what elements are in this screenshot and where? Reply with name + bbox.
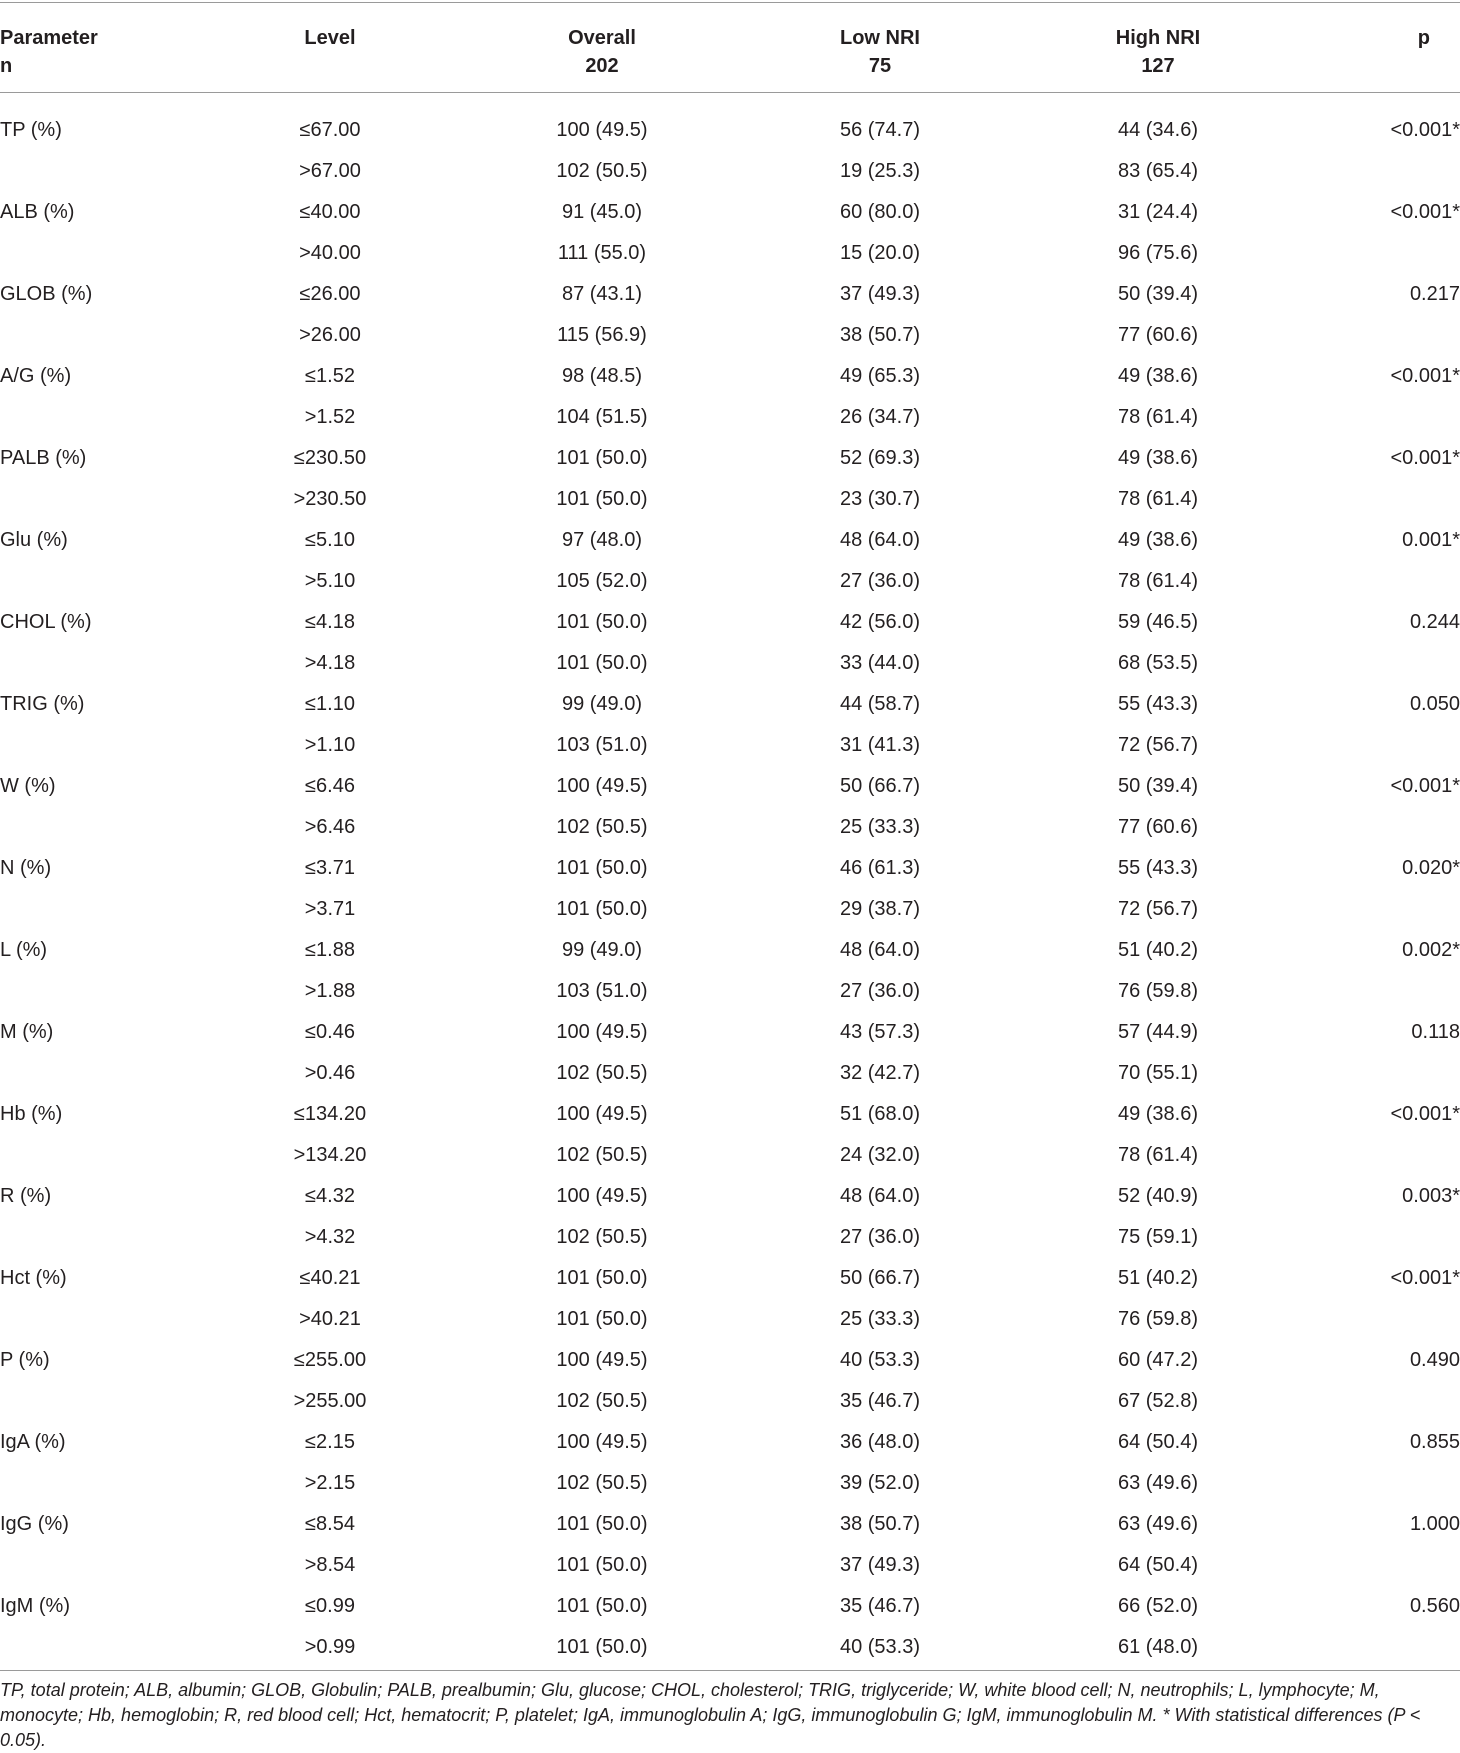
cell-parameter: W (%) bbox=[0, 775, 56, 797]
table-row bbox=[0, 971, 1460, 1012]
cell-high-nri: 76 (59.8) bbox=[1117, 1308, 1199, 1330]
cell-p-value bbox=[1320, 889, 1460, 930]
table-row bbox=[0, 1381, 1460, 1422]
table-row bbox=[0, 151, 1460, 192]
cell-overall: 102 (50.5) bbox=[556, 1062, 648, 1084]
cell-low-nri: 60 (80.0) bbox=[839, 201, 921, 223]
cell-low-nri: 32 (42.7) bbox=[839, 1062, 921, 1084]
cell-low-nri: 46 (61.3) bbox=[839, 857, 921, 879]
table-row bbox=[0, 110, 1460, 151]
cell-overall: 101 (50.0) bbox=[556, 1595, 648, 1617]
table-row bbox=[0, 1217, 1460, 1258]
cell-overall: 98 (48.5) bbox=[561, 365, 643, 387]
cell-low-nri: 29 (38.7) bbox=[839, 898, 921, 920]
cell-low-nri: 37 (49.3) bbox=[839, 283, 921, 305]
cell-overall: 103 (51.0) bbox=[556, 734, 648, 756]
cell-high-nri: 51 (40.2) bbox=[1117, 1267, 1199, 1289]
cell-p-value: 0.217 bbox=[1409, 283, 1460, 305]
cell-level: >5.10 bbox=[304, 570, 356, 592]
cell-p-value: 0.050 bbox=[1409, 693, 1460, 715]
cell-high-nri: 59 (46.5) bbox=[1117, 611, 1199, 633]
table-row bbox=[0, 1135, 1460, 1176]
cell-overall: 101 (50.0) bbox=[556, 652, 648, 674]
cell-level: >40.21 bbox=[299, 1308, 361, 1330]
cell-high-nri: 44 (34.6) bbox=[1117, 119, 1199, 141]
cell-overall: 100 (49.5) bbox=[556, 775, 648, 797]
cell-level: >4.18 bbox=[304, 652, 356, 674]
cell-level: >2.15 bbox=[304, 1472, 356, 1494]
cell-p-value: <0.001* bbox=[1390, 201, 1460, 223]
cell-high-nri: 63 (49.6) bbox=[1117, 1513, 1199, 1535]
cell-p-value: 0.001* bbox=[1402, 529, 1460, 551]
header-n-label: n bbox=[0, 55, 13, 77]
cell-level: >255.00 bbox=[293, 1390, 367, 1412]
cell-low-nri: 35 (46.7) bbox=[839, 1595, 921, 1617]
cell-level: ≤134.20 bbox=[293, 1103, 367, 1125]
cell-high-nri: 78 (61.4) bbox=[1117, 406, 1199, 428]
table-row bbox=[0, 438, 1460, 479]
cell-high-nri: 49 (38.6) bbox=[1117, 1103, 1199, 1125]
cell-low-nri: 40 (53.3) bbox=[839, 1349, 921, 1371]
cell-parameter: A/G (%) bbox=[0, 365, 72, 387]
cell-low-nri: 56 (74.7) bbox=[839, 119, 921, 141]
cell-high-nri: 96 (75.6) bbox=[1117, 242, 1199, 264]
table-row bbox=[0, 1340, 1460, 1381]
cell-overall: 99 (49.0) bbox=[561, 693, 643, 715]
cell-high-nri: 77 (60.6) bbox=[1117, 324, 1199, 346]
cell-p-value: <0.001* bbox=[1390, 775, 1460, 797]
cell-level: >40.00 bbox=[299, 242, 361, 264]
cell-p-value bbox=[1320, 1299, 1460, 1340]
cell-low-nri: 27 (36.0) bbox=[839, 1226, 921, 1248]
cell-low-nri: 19 (25.3) bbox=[839, 160, 921, 182]
table-row bbox=[0, 1504, 1460, 1545]
cell-low-nri: 52 (69.3) bbox=[839, 447, 921, 469]
cell-low-nri: 24 (32.0) bbox=[839, 1144, 921, 1166]
table-row bbox=[0, 561, 1460, 602]
cell-level: ≤5.10 bbox=[305, 529, 355, 551]
cell-overall: 100 (49.5) bbox=[556, 1185, 648, 1207]
table-header-rule bbox=[0, 92, 1460, 93]
cell-overall: 102 (50.5) bbox=[556, 1390, 648, 1412]
table-row bbox=[0, 848, 1460, 889]
cell-high-nri: 76 (59.8) bbox=[1117, 980, 1199, 1002]
header-low-nri-n: 75 bbox=[868, 55, 892, 77]
cell-overall: 99 (49.0) bbox=[561, 939, 643, 961]
cell-parameter: PALB (%) bbox=[0, 447, 87, 469]
cell-low-nri: 27 (36.0) bbox=[839, 980, 921, 1002]
cell-low-nri: 25 (33.3) bbox=[839, 816, 921, 838]
cell-parameter: TRIG (%) bbox=[0, 693, 85, 715]
cell-high-nri: 49 (38.6) bbox=[1117, 365, 1199, 387]
cell-low-nri: 38 (50.7) bbox=[839, 1513, 921, 1535]
table-row bbox=[0, 397, 1460, 438]
cell-p-value bbox=[1320, 1135, 1460, 1176]
table-row bbox=[0, 766, 1460, 807]
cell-high-nri: 52 (40.9) bbox=[1117, 1185, 1199, 1207]
cell-low-nri: 43 (57.3) bbox=[839, 1021, 921, 1043]
cell-p-value bbox=[1320, 725, 1460, 766]
table-bottom-rule bbox=[0, 1670, 1460, 1671]
cell-p-value bbox=[1320, 1463, 1460, 1504]
cell-high-nri: 51 (40.2) bbox=[1117, 939, 1199, 961]
header-level bbox=[230, 24, 430, 52]
cell-high-nri: 55 (43.3) bbox=[1117, 693, 1199, 715]
cell-parameter: L (%) bbox=[0, 939, 48, 961]
cell-low-nri: 48 (64.0) bbox=[839, 529, 921, 551]
cell-overall: 101 (50.0) bbox=[556, 1308, 648, 1330]
cell-p-value bbox=[1320, 233, 1460, 274]
cell-parameter: ALB (%) bbox=[0, 201, 75, 223]
cell-level: >230.50 bbox=[293, 488, 367, 510]
cell-low-nri: 36 (48.0) bbox=[839, 1431, 921, 1453]
cell-overall: 100 (49.5) bbox=[556, 1431, 648, 1453]
cell-p-value bbox=[1320, 1053, 1460, 1094]
cell-parameter: IgG (%) bbox=[0, 1513, 69, 1535]
cell-overall: 101 (50.0) bbox=[556, 488, 648, 510]
cell-overall: 101 (50.0) bbox=[556, 1636, 648, 1658]
cell-p-value: 0.003* bbox=[1402, 1185, 1460, 1207]
cell-p-value bbox=[1320, 1545, 1460, 1586]
cell-high-nri: 70 (55.1) bbox=[1117, 1062, 1199, 1084]
cell-level: ≤0.99 bbox=[305, 1595, 355, 1617]
table-row bbox=[0, 315, 1460, 356]
cell-level: >1.88 bbox=[304, 980, 356, 1002]
header-high-nri bbox=[1058, 24, 1258, 80]
cell-high-nri: 67 (52.8) bbox=[1117, 1390, 1199, 1412]
cell-overall: 97 (48.0) bbox=[561, 529, 643, 551]
table-row bbox=[0, 1012, 1460, 1053]
table-footnote: TP, total protein; ALB, albumin; GLOB, Globulin; PALB, prealbumin; Glu, glucose; CHOL, cholesterol; TRIG, triglyceride; W, white blood cell; N, neutrophils; L, lymphocyte; M, monocyte; Hb, hemoglobin; R, red blood cell; Hct, hematocrit; P, platelet; IgA, immunoglobulin A; IgG, immunoglobulin G; IgM, immunoglobulin M. * With statistical differences (P < 0.05). bbox=[0, 1680, 1421, 1750]
cell-level: ≤1.52 bbox=[305, 365, 355, 387]
cell-parameter: P (%) bbox=[0, 1349, 50, 1371]
table-row bbox=[0, 1545, 1460, 1586]
cell-p-value bbox=[1320, 1627, 1460, 1668]
cell-level: >1.10 bbox=[304, 734, 356, 756]
cell-level: ≤26.00 bbox=[299, 283, 361, 305]
cell-overall: 101 (50.0) bbox=[556, 857, 648, 879]
table-row bbox=[0, 192, 1460, 233]
table-top-rule bbox=[0, 2, 1460, 3]
cell-high-nri: 77 (60.6) bbox=[1117, 816, 1199, 838]
table-row bbox=[0, 1422, 1460, 1463]
header-p bbox=[1320, 24, 1430, 52]
cell-parameter: M (%) bbox=[0, 1021, 54, 1043]
cell-low-nri: 33 (44.0) bbox=[839, 652, 921, 674]
header-p-label: p bbox=[1417, 27, 1430, 49]
cell-low-nri: 37 (49.3) bbox=[839, 1554, 921, 1576]
cell-overall: 100 (49.5) bbox=[556, 1021, 648, 1043]
cell-overall: 104 (51.5) bbox=[556, 406, 648, 428]
cell-high-nri: 66 (52.0) bbox=[1117, 1595, 1199, 1617]
cell-level: ≤3.71 bbox=[305, 857, 355, 879]
cell-level: >3.71 bbox=[304, 898, 356, 920]
header-low-nri-label: Low NRI bbox=[840, 27, 920, 49]
cell-overall: 111 (55.0) bbox=[557, 242, 647, 264]
cell-low-nri: 38 (50.7) bbox=[839, 324, 921, 346]
cell-p-value bbox=[1320, 1217, 1460, 1258]
cell-level: >1.52 bbox=[304, 406, 356, 428]
cell-overall: 101 (50.0) bbox=[556, 898, 648, 920]
cell-p-value: 0.002* bbox=[1402, 939, 1460, 961]
cell-p-value: <0.001* bbox=[1390, 365, 1460, 387]
cell-high-nri: 57 (44.9) bbox=[1117, 1021, 1199, 1043]
cell-high-nri: 50 (39.4) bbox=[1117, 775, 1199, 797]
cell-parameter: R (%) bbox=[0, 1185, 52, 1207]
table-row bbox=[0, 807, 1460, 848]
cell-low-nri: 44 (58.7) bbox=[839, 693, 921, 715]
cell-low-nri: 48 (64.0) bbox=[839, 1185, 921, 1207]
header-parameter bbox=[0, 24, 98, 80]
cell-level: >8.54 bbox=[304, 1554, 356, 1576]
cell-high-nri: 78 (61.4) bbox=[1117, 488, 1199, 510]
cell-low-nri: 25 (33.3) bbox=[839, 1308, 921, 1330]
cell-parameter: N (%) bbox=[0, 857, 52, 879]
cell-overall: 87 (43.1) bbox=[561, 283, 643, 305]
table-row bbox=[0, 1094, 1460, 1135]
cell-level: ≤2.15 bbox=[305, 1431, 355, 1453]
cell-p-value bbox=[1320, 643, 1460, 684]
cell-low-nri: 26 (34.7) bbox=[839, 406, 921, 428]
cell-high-nri: 49 (38.6) bbox=[1117, 529, 1199, 551]
cell-p-value bbox=[1320, 807, 1460, 848]
cell-p-value: <0.001* bbox=[1390, 1267, 1460, 1289]
cell-level: >6.46 bbox=[304, 816, 356, 838]
cell-p-value bbox=[1320, 971, 1460, 1012]
cell-low-nri: 48 (64.0) bbox=[839, 939, 921, 961]
table-row bbox=[0, 1299, 1460, 1340]
cell-p-value: 0.560 bbox=[1409, 1595, 1460, 1617]
cell-high-nri: 72 (56.7) bbox=[1117, 898, 1199, 920]
cell-low-nri: 42 (56.0) bbox=[839, 611, 921, 633]
table-row bbox=[0, 479, 1460, 520]
cell-level: ≤255.00 bbox=[293, 1349, 367, 1371]
table-row bbox=[0, 274, 1460, 315]
cell-p-value: 0.855 bbox=[1409, 1431, 1460, 1453]
cell-level: ≤4.18 bbox=[305, 611, 355, 633]
cell-p-value bbox=[1320, 151, 1460, 192]
cell-overall: 101 (50.0) bbox=[556, 1267, 648, 1289]
cell-parameter: GLOB (%) bbox=[0, 283, 93, 305]
cell-high-nri: 49 (38.6) bbox=[1117, 447, 1199, 469]
cell-low-nri: 49 (65.3) bbox=[839, 365, 921, 387]
cell-parameter: CHOL (%) bbox=[0, 611, 92, 633]
cell-level: ≤4.32 bbox=[305, 1185, 355, 1207]
cell-high-nri: 83 (65.4) bbox=[1117, 160, 1199, 182]
cell-level: ≤67.00 bbox=[299, 119, 361, 141]
header-overall-label: Overall bbox=[568, 27, 636, 49]
cell-level: ≤230.50 bbox=[293, 447, 367, 469]
cell-high-nri: 68 (53.5) bbox=[1117, 652, 1199, 674]
cell-overall: 102 (50.5) bbox=[556, 1144, 648, 1166]
table-row bbox=[0, 725, 1460, 766]
table-row bbox=[0, 520, 1460, 561]
cell-level: >0.99 bbox=[304, 1636, 356, 1658]
cell-low-nri: 27 (36.0) bbox=[839, 570, 921, 592]
cell-high-nri: 61 (48.0) bbox=[1117, 1636, 1199, 1658]
cell-overall: 91 (45.0) bbox=[561, 201, 643, 223]
cell-level: >67.00 bbox=[299, 160, 361, 182]
cell-level: ≤8.54 bbox=[305, 1513, 355, 1535]
cell-p-value: 1.000 bbox=[1409, 1513, 1460, 1535]
cell-p-value: 0.020* bbox=[1402, 857, 1460, 879]
cell-overall: 102 (50.5) bbox=[556, 1472, 648, 1494]
table-row bbox=[0, 233, 1460, 274]
cell-low-nri: 39 (52.0) bbox=[839, 1472, 921, 1494]
cell-low-nri: 51 (68.0) bbox=[839, 1103, 921, 1125]
cell-high-nri: 55 (43.3) bbox=[1117, 857, 1199, 879]
cell-p-value: <0.001* bbox=[1390, 447, 1460, 469]
cell-overall: 100 (49.5) bbox=[556, 1349, 648, 1371]
table-row bbox=[0, 930, 1460, 971]
cell-parameter: Glu (%) bbox=[0, 529, 68, 551]
table-row bbox=[0, 356, 1460, 397]
cell-parameter: IgM (%) bbox=[0, 1595, 70, 1617]
table-row bbox=[0, 889, 1460, 930]
table-row bbox=[0, 1463, 1460, 1504]
table-row bbox=[0, 643, 1460, 684]
cell-p-value bbox=[1320, 1381, 1460, 1422]
cell-level: ≤40.00 bbox=[299, 201, 361, 223]
table-row bbox=[0, 1053, 1460, 1094]
cell-low-nri: 15 (20.0) bbox=[839, 242, 921, 264]
header-low-nri bbox=[780, 24, 980, 80]
header-high-nri-n: 127 bbox=[1141, 55, 1175, 77]
cell-level: ≤0.46 bbox=[305, 1021, 355, 1043]
cell-p-value: <0.001* bbox=[1390, 119, 1460, 141]
cell-overall: 115 (56.9) bbox=[557, 324, 647, 346]
cell-high-nri: 60 (47.2) bbox=[1117, 1349, 1199, 1371]
cell-level: ≤40.21 bbox=[299, 1267, 361, 1289]
cell-parameter: Hct (%) bbox=[0, 1267, 67, 1289]
cell-overall: 101 (50.0) bbox=[556, 1513, 648, 1535]
cell-high-nri: 78 (61.4) bbox=[1117, 570, 1199, 592]
cell-level: ≤1.88 bbox=[305, 939, 355, 961]
table-row bbox=[0, 684, 1460, 725]
table-row bbox=[0, 1586, 1460, 1627]
table-row bbox=[0, 1627, 1460, 1668]
cell-p-value: 0.490 bbox=[1409, 1349, 1460, 1371]
header-overall-n: 202 bbox=[585, 55, 619, 77]
cell-overall: 102 (50.5) bbox=[556, 816, 648, 838]
table-row bbox=[0, 1258, 1460, 1299]
cell-overall: 102 (50.5) bbox=[556, 1226, 648, 1248]
cell-low-nri: 50 (66.7) bbox=[839, 1267, 921, 1289]
cell-overall: 102 (50.5) bbox=[556, 160, 648, 182]
cell-overall: 100 (49.5) bbox=[556, 1103, 648, 1125]
cell-high-nri: 64 (50.4) bbox=[1117, 1431, 1199, 1453]
cell-level: >26.00 bbox=[299, 324, 361, 346]
cell-p-value bbox=[1320, 397, 1460, 438]
table-body bbox=[0, 110, 1460, 1668]
header-overall bbox=[502, 24, 702, 80]
cell-p-value bbox=[1320, 315, 1460, 356]
cell-overall: 103 (51.0) bbox=[556, 980, 648, 1002]
cell-level: >0.46 bbox=[304, 1062, 356, 1084]
cell-level: >134.20 bbox=[293, 1144, 367, 1166]
cell-high-nri: 78 (61.4) bbox=[1117, 1144, 1199, 1166]
cell-high-nri: 50 (39.4) bbox=[1117, 283, 1199, 305]
cell-high-nri: 31 (24.4) bbox=[1117, 201, 1199, 223]
table-row bbox=[0, 602, 1460, 643]
cell-low-nri: 40 (53.3) bbox=[839, 1636, 921, 1658]
cell-p-value bbox=[1320, 561, 1460, 602]
cell-overall: 101 (50.0) bbox=[556, 1554, 648, 1576]
table-header bbox=[0, 24, 1460, 80]
cell-level: ≤1.10 bbox=[305, 693, 355, 715]
cell-level: ≤6.46 bbox=[305, 775, 355, 797]
header-level-label: Level bbox=[304, 27, 356, 49]
cell-high-nri: 75 (59.1) bbox=[1117, 1226, 1199, 1248]
cell-high-nri: 72 (56.7) bbox=[1117, 734, 1199, 756]
cell-overall: 101 (50.0) bbox=[556, 611, 648, 633]
header-parameter-label: Parameter bbox=[0, 27, 98, 49]
cell-overall: 105 (52.0) bbox=[556, 570, 648, 592]
cell-overall: 100 (49.5) bbox=[556, 119, 648, 141]
cell-low-nri: 35 (46.7) bbox=[839, 1390, 921, 1412]
cell-low-nri: 23 (30.7) bbox=[839, 488, 921, 510]
cell-parameter: TP (%) bbox=[0, 119, 62, 141]
cell-p-value bbox=[1320, 479, 1460, 520]
header-high-nri-label: High NRI bbox=[1115, 27, 1201, 49]
cell-p-value: 0.244 bbox=[1409, 611, 1460, 633]
cell-high-nri: 63 (49.6) bbox=[1117, 1472, 1199, 1494]
cell-overall: 101 (50.0) bbox=[556, 447, 648, 469]
cell-low-nri: 31 (41.3) bbox=[839, 734, 921, 756]
cell-parameter: Hb (%) bbox=[0, 1103, 63, 1125]
cell-p-value: 0.118 bbox=[1411, 1021, 1460, 1043]
cell-high-nri: 64 (50.4) bbox=[1117, 1554, 1199, 1576]
cell-level: >4.32 bbox=[304, 1226, 356, 1248]
cell-low-nri: 50 (66.7) bbox=[839, 775, 921, 797]
table-row bbox=[0, 1176, 1460, 1217]
cell-parameter: IgA (%) bbox=[0, 1431, 66, 1453]
cell-p-value: <0.001* bbox=[1390, 1103, 1460, 1125]
